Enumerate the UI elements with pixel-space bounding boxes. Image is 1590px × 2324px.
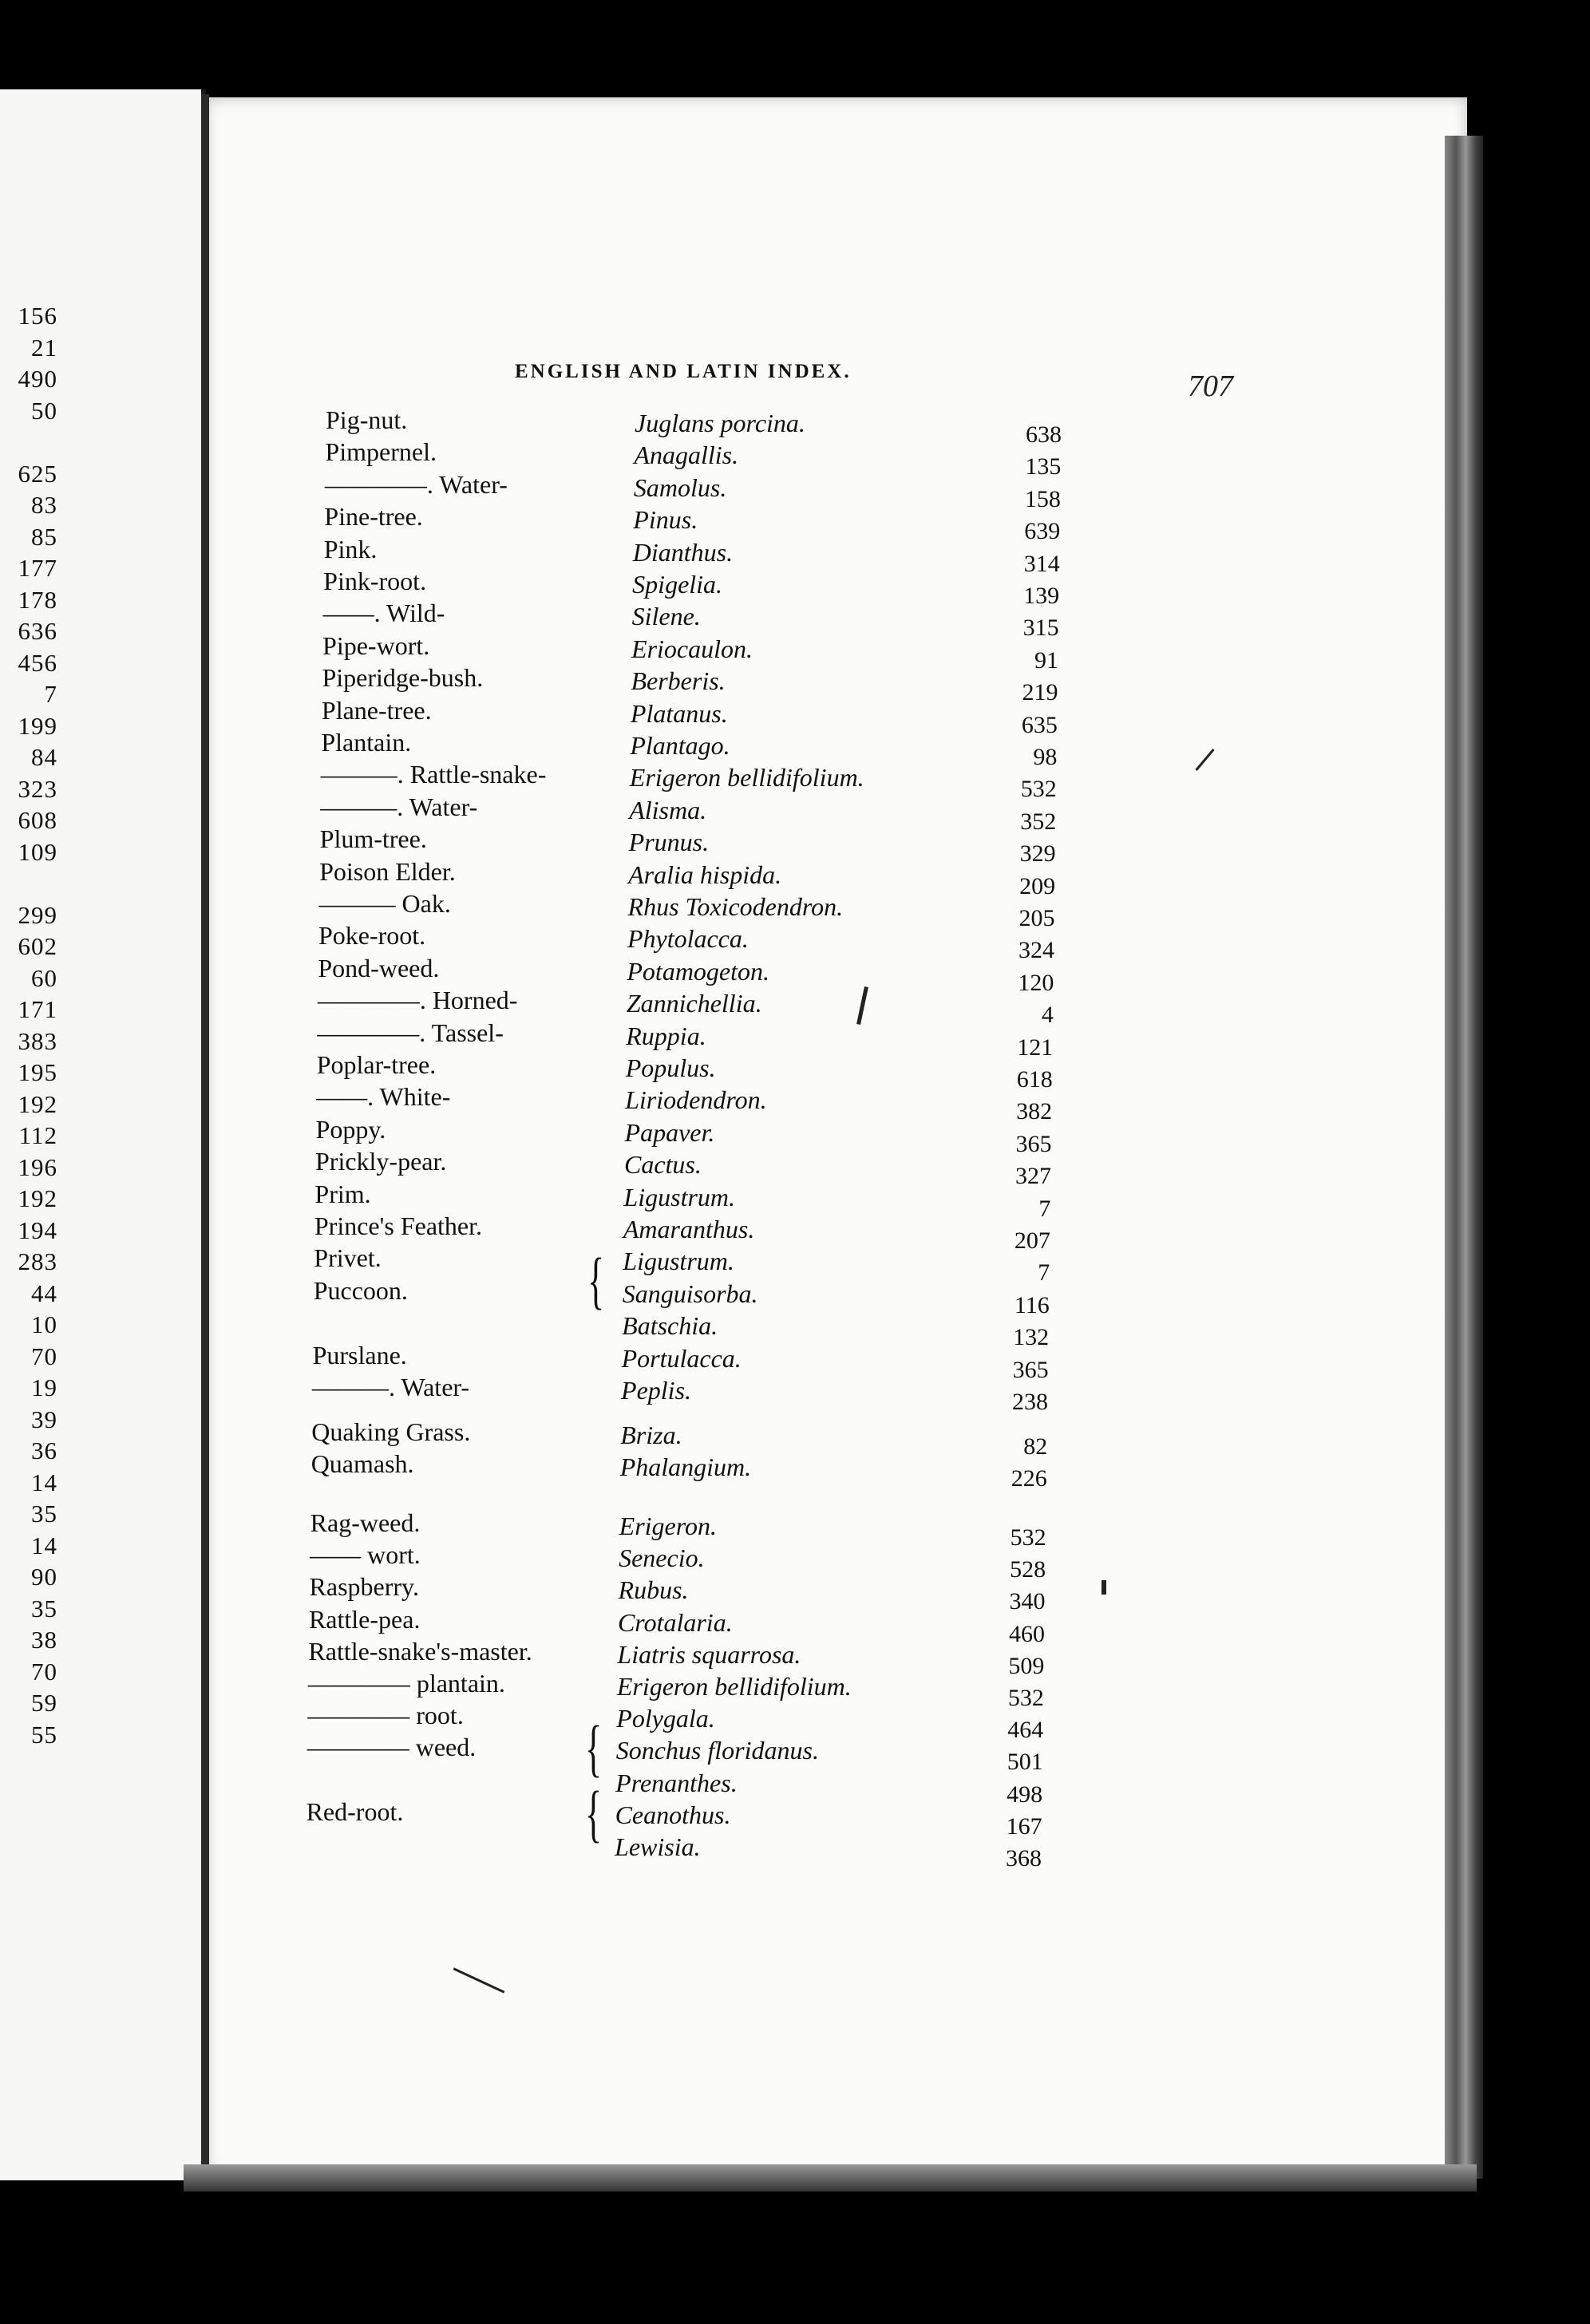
index-page-reference: 464 bbox=[1007, 1717, 1044, 1744]
index-latin-name: Ruppia. bbox=[626, 1021, 706, 1050]
index-page-reference: 324 bbox=[1018, 937, 1054, 964]
index-english-name: Plane-tree. bbox=[321, 695, 432, 725]
index-latin-name: Liriodendron. bbox=[625, 1085, 767, 1115]
index-english-name: Poplar-tree. bbox=[316, 1050, 437, 1079]
left-page-number: 199 bbox=[18, 711, 57, 740]
index-page-reference: 532 bbox=[1007, 1685, 1044, 1711]
index-page-reference: 205 bbox=[1018, 905, 1055, 931]
left-page-number: 84 bbox=[31, 743, 57, 771]
index-english-name: Prince's Feather. bbox=[314, 1211, 483, 1240]
scan-speck bbox=[1102, 1580, 1106, 1595]
index-latin-name: Aralia hispida. bbox=[628, 860, 782, 889]
index-english-name: ————. Tassel- bbox=[317, 1018, 504, 1047]
index-page-reference: 226 bbox=[1011, 1465, 1047, 1492]
index-page-reference: 635 bbox=[1021, 711, 1058, 738]
index-latin-name: Briza. bbox=[620, 1421, 682, 1449]
index-page-reference: 315 bbox=[1022, 615, 1059, 642]
index-english-name: Pig-nut. bbox=[326, 405, 408, 434]
left-page-number: 85 bbox=[31, 522, 57, 551]
index-page-reference: 158 bbox=[1024, 485, 1061, 512]
left-page-number: 299 bbox=[18, 900, 57, 929]
left-page-number: 21 bbox=[31, 333, 57, 362]
index-page-reference: 329 bbox=[1019, 840, 1056, 868]
index-latin-name: Lewisia. bbox=[615, 1832, 701, 1861]
index-page-reference: 460 bbox=[1008, 1620, 1045, 1647]
book-bottom-edge bbox=[184, 2164, 1477, 2192]
index-english-name: Red-root. bbox=[306, 1796, 404, 1826]
index-latin-name: Ligustrum. bbox=[623, 1182, 736, 1211]
index-latin-name: Erigeron bellidifolium. bbox=[629, 763, 864, 792]
index-english-name: Pimpernel. bbox=[325, 437, 437, 467]
index-latin-name: Zannichellia. bbox=[626, 989, 762, 1018]
index-english-name: Quaking Grass. bbox=[311, 1417, 471, 1446]
index-english-name: ———— root. bbox=[307, 1701, 464, 1730]
left-page-number: 112 bbox=[18, 1121, 57, 1149]
index-latin-name: Prunus. bbox=[628, 828, 710, 857]
left-page-number: 636 bbox=[18, 617, 57, 645]
index-english-name: ———— plantain. bbox=[307, 1669, 505, 1698]
index-latin-name: Silene. bbox=[631, 602, 701, 631]
index-english-name: Piperidge-bush. bbox=[322, 663, 484, 693]
index-latin-name: Populus. bbox=[625, 1053, 716, 1082]
left-page-number: 10 bbox=[31, 1310, 57, 1338]
index-page-reference: 91 bbox=[1034, 646, 1059, 674]
index-english-name: Plum-tree. bbox=[319, 824, 427, 854]
index-latin-name: Phalangium. bbox=[619, 1452, 752, 1481]
book-fore-edge bbox=[1445, 136, 1483, 2179]
left-page-number: 625 bbox=[18, 459, 57, 488]
index-english-name: Prickly-pear. bbox=[314, 1147, 447, 1176]
index-latin-name: Batschia. bbox=[622, 1311, 718, 1341]
index-page-reference: 327 bbox=[1015, 1163, 1051, 1190]
index-latin-name: Erigeron. bbox=[619, 1512, 717, 1540]
left-page-number: 44 bbox=[31, 1279, 57, 1307]
left-page-number: 490 bbox=[18, 365, 57, 393]
index-page-reference: 532 bbox=[1020, 776, 1057, 803]
index-latin-name: Plantago. bbox=[630, 731, 730, 760]
index-page-reference: 121 bbox=[1017, 1034, 1054, 1061]
left-page-number: 35 bbox=[31, 1594, 57, 1622]
index-english-name: Prim. bbox=[314, 1179, 371, 1208]
index-latin-name: Phytolacca. bbox=[627, 924, 749, 954]
index-latin-name: Dianthus. bbox=[632, 537, 734, 567]
index-english-name: Quamash. bbox=[310, 1449, 414, 1478]
index-english-name: Pink. bbox=[323, 534, 378, 563]
left-page-number: 70 bbox=[31, 1342, 57, 1370]
index-page-reference: 207 bbox=[1014, 1227, 1050, 1254]
left-page-number: 36 bbox=[31, 1437, 57, 1464]
index-page-reference: 82 bbox=[1023, 1433, 1048, 1460]
left-page-number: 55 bbox=[31, 1720, 57, 1749]
index-page-reference: 120 bbox=[1018, 969, 1054, 996]
index-latin-name: Liatris squarrosa. bbox=[617, 1639, 801, 1669]
index-latin-name: Alisma. bbox=[629, 795, 707, 824]
index-english-name: Plantain. bbox=[321, 728, 412, 757]
index-english-name: Pine-tree. bbox=[324, 502, 423, 532]
index-english-name: ———. Water- bbox=[312, 1373, 470, 1401]
brace-puccoon: { bbox=[587, 1246, 605, 1317]
index-english-name: ———— weed. bbox=[307, 1733, 477, 1762]
left-page-number: 192 bbox=[18, 1089, 57, 1118]
index-page-reference: 382 bbox=[1016, 1098, 1053, 1125]
left-page-number: 196 bbox=[18, 1152, 57, 1181]
index-english-name: Poison Elder. bbox=[319, 856, 456, 886]
left-page-number: 178 bbox=[18, 585, 57, 614]
left-page-number: 38 bbox=[31, 1626, 57, 1654]
index-latin-name: Senecio. bbox=[619, 1543, 705, 1573]
left-page-number: 195 bbox=[18, 1058, 57, 1086]
index-latin-name: Berberis. bbox=[631, 666, 726, 696]
index-latin-name: Sonchus floridanus. bbox=[615, 1736, 819, 1765]
index-english-name: Rattle-snake's-master. bbox=[308, 1636, 532, 1666]
left-page-number: 83 bbox=[31, 491, 57, 519]
index-latin-name: Peplis. bbox=[621, 1376, 692, 1405]
index-page-reference: 365 bbox=[1012, 1356, 1049, 1383]
index-english-name: ——— Oak. bbox=[318, 889, 451, 918]
index-latin-name: Polygala. bbox=[616, 1704, 715, 1733]
index-english-name: Pond-weed. bbox=[318, 953, 440, 982]
index-latin-name: Anagallis. bbox=[634, 441, 739, 470]
index-page-reference: 498 bbox=[1007, 1781, 1043, 1808]
left-page-number: 70 bbox=[31, 1657, 57, 1686]
book-gutter bbox=[201, 94, 209, 2185]
index-latin-name: Juglans porcina. bbox=[635, 409, 805, 437]
left-page-number: 194 bbox=[18, 1215, 57, 1244]
index-page-reference: 509 bbox=[1008, 1652, 1045, 1679]
index-page-reference: 352 bbox=[1020, 808, 1057, 835]
index-page-reference: 638 bbox=[1026, 421, 1062, 448]
left-page-number: 19 bbox=[31, 1373, 57, 1401]
left-page-number: 90 bbox=[31, 1563, 57, 1591]
left-page-number: 39 bbox=[31, 1405, 57, 1433]
index-english-name: ————. Water- bbox=[324, 469, 508, 499]
index-english-name: ———. Rattle-snake- bbox=[320, 760, 547, 789]
left-page-number: 59 bbox=[31, 1689, 57, 1717]
index-page-reference: 368 bbox=[1006, 1845, 1042, 1871]
index-page-reference: 528 bbox=[1010, 1556, 1046, 1583]
index-page-reference: 314 bbox=[1023, 550, 1060, 577]
index-page-reference: 501 bbox=[1007, 1749, 1043, 1776]
running-head: ENGLISH AND LATIN INDEX. bbox=[515, 361, 852, 382]
index-page-reference: 132 bbox=[1013, 1324, 1050, 1351]
index-latin-name: Pinus. bbox=[633, 505, 698, 535]
index-page-reference: 219 bbox=[1022, 679, 1058, 706]
left-page-number: 156 bbox=[18, 302, 57, 330]
index-latin-name: Potamogeton. bbox=[627, 956, 770, 986]
index-english-name: Privet. bbox=[314, 1243, 382, 1273]
index-latin-name: Portulacca. bbox=[621, 1343, 742, 1373]
index-english-name: Puccoon. bbox=[313, 1275, 408, 1305]
index-latin-name: Cactus. bbox=[623, 1150, 702, 1180]
index-page-reference: 209 bbox=[1019, 872, 1056, 899]
index-english-name: Poke-root. bbox=[318, 921, 426, 951]
left-page-number: 608 bbox=[18, 806, 57, 834]
brace-rattle-snake-weed: { bbox=[585, 1713, 603, 1785]
index-page-reference: 116 bbox=[1014, 1291, 1050, 1318]
index-english-name: Rag-weed. bbox=[310, 1508, 421, 1537]
index-latin-name: Crotalaria. bbox=[617, 1607, 733, 1637]
index-latin-name: Papaver. bbox=[624, 1117, 715, 1147]
left-page-number: 109 bbox=[18, 837, 57, 866]
index-latin-name: Spigelia. bbox=[632, 570, 723, 599]
index-english-name: Raspberry. bbox=[309, 1572, 419, 1602]
index-latin-name: Platanus. bbox=[630, 698, 728, 728]
index-latin-name: Sanguisorba. bbox=[622, 1279, 758, 1308]
index-page-reference: 639 bbox=[1024, 518, 1061, 545]
index-english-name: Purslane. bbox=[312, 1340, 407, 1370]
left-page-number: 50 bbox=[31, 396, 57, 425]
index-latin-name: Prenanthes. bbox=[615, 1768, 738, 1797]
index-latin-name: Rubus. bbox=[618, 1575, 689, 1605]
left-page-number: 602 bbox=[18, 932, 57, 960]
brace-red-root: { bbox=[585, 1779, 603, 1850]
left-page-number: 14 bbox=[31, 1531, 57, 1559]
index-english-name: ———. Water- bbox=[320, 792, 478, 821]
left-page-number: 283 bbox=[18, 1247, 57, 1275]
index-page-reference: 7 bbox=[1038, 1195, 1051, 1222]
left-page-number: 14 bbox=[31, 1468, 57, 1496]
left-page-number: 192 bbox=[18, 1184, 57, 1212]
left-page-number: 35 bbox=[31, 1500, 57, 1528]
index-english-name: ————. Horned- bbox=[317, 986, 518, 1015]
index-page-reference: 4 bbox=[1041, 1002, 1054, 1029]
index-english-name: —— wort. bbox=[310, 1540, 421, 1570]
left-page-number: 7 bbox=[44, 680, 57, 708]
index-english-name: ——. White- bbox=[316, 1082, 451, 1112]
left-page-number: 456 bbox=[18, 648, 57, 677]
left-page-number: 60 bbox=[31, 963, 57, 992]
index-page-reference: 98 bbox=[1033, 744, 1058, 770]
index-page-reference: 139 bbox=[1023, 583, 1060, 609]
index-page-reference: 532 bbox=[1010, 1524, 1046, 1551]
index-page-reference: 167 bbox=[1006, 1812, 1042, 1840]
index-english-name: Pink-root. bbox=[323, 567, 427, 595]
index-page-reference: 135 bbox=[1025, 453, 1062, 480]
index-page-reference: 340 bbox=[1009, 1588, 1046, 1615]
index-latin-name: Ceanothus. bbox=[615, 1800, 731, 1829]
index-latin-name: Eriocaulon. bbox=[631, 634, 753, 663]
index-english-name: ——. Wild- bbox=[322, 599, 445, 628]
index-page-reference: 238 bbox=[1012, 1389, 1049, 1415]
index-page-reference: 618 bbox=[1016, 1066, 1053, 1093]
left-page-number: 383 bbox=[18, 1026, 57, 1055]
page-number: 707 bbox=[1188, 370, 1233, 403]
left-page-number: 171 bbox=[18, 995, 57, 1023]
index-english-name: Rattle-pea. bbox=[308, 1604, 421, 1634]
index-latin-name: Amaranthus. bbox=[623, 1215, 755, 1243]
index-latin-name: Samolus. bbox=[633, 472, 727, 502]
index-page-reference: 7 bbox=[1038, 1259, 1050, 1286]
previous-page-edge bbox=[0, 89, 206, 2180]
index-latin-name: Ligustrum. bbox=[623, 1247, 734, 1276]
index-latin-name: Erigeron bellidifolium. bbox=[616, 1672, 852, 1701]
left-page-number: 177 bbox=[18, 554, 57, 582]
index-english-name: Poppy. bbox=[315, 1114, 386, 1144]
left-page-number: 323 bbox=[18, 774, 57, 803]
index-english-name: Pipe-wort. bbox=[322, 630, 430, 660]
index-page-reference: 365 bbox=[1015, 1130, 1052, 1157]
index-latin-name: Rhus Toxicodendron. bbox=[627, 892, 844, 921]
